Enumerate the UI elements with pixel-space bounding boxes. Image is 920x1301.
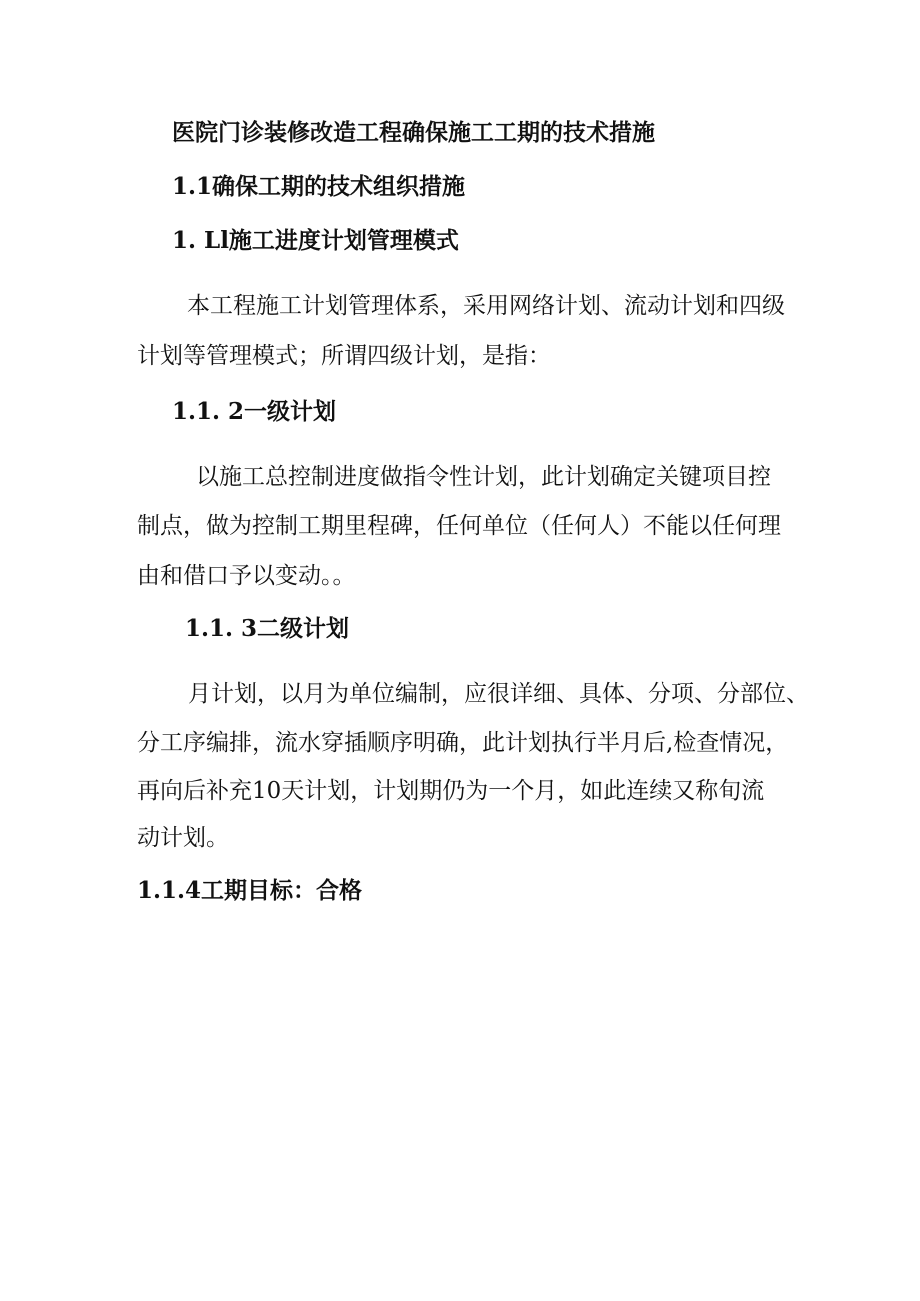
paragraph-level1-line-1: 以施工总控制进度做指令性计划，此计划确定关键项目控 xyxy=(196,464,771,490)
paragraph-level1-line-2: 制点，做为控制工期里程碑，任何单位（任何人）不能以任何理 xyxy=(137,513,781,539)
heading-1-1-3: 1.1. 3二级计划 xyxy=(185,615,350,642)
heading-1-1-2: 1.1. 2一级计划 xyxy=(172,398,337,425)
heading-1-1-1: 1. Ll施工进度计划管理模式 xyxy=(172,227,459,254)
paragraph-level2-line-4: 动计划。 xyxy=(137,825,229,851)
paragraph-level2-line-3: 再向后补充10天计划，计划期仍为一个月，如此连续又称旬流 xyxy=(137,778,765,804)
paragraph-intro-line-1: 本工程施工计划管理体系，采用网络计划、流动计划和四级 xyxy=(187,293,785,319)
paragraph-level2-line-1: 月计划，以月为单位编制，应很详细、具体、分项、分部位、 xyxy=(188,681,809,707)
paragraph-level2-line-2: 分工序编排，流水穿插顺序明确，此计划执行半月后,检查情况， xyxy=(137,730,789,756)
paragraph-intro-line-2: 计划等管理模式；所谓四级计划，是指： xyxy=(137,343,551,369)
paragraph-level1-line-3: 由和借口予以变动。。 xyxy=(137,563,356,589)
heading-1-1-4: 1.1.4工期目标：合格 xyxy=(137,877,363,904)
document-title: 医院门诊装修改造工程确保施工工期的技术措施 xyxy=(172,119,655,146)
heading-1-1: 1.1确保工期的技术组织措施 xyxy=(172,173,466,200)
